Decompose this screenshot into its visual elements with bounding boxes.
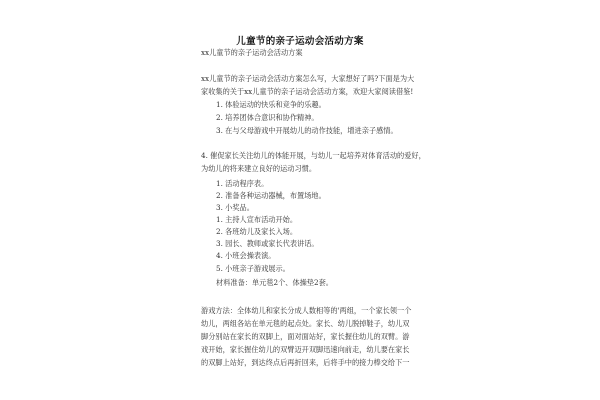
- intro-line-2: 家收集的关于xx儿童节的亲子运动会活动方案，欢迎大家阅读借鉴!: [201, 87, 414, 96]
- step-item-2: 2. 准备各种运动器械，布置场地。: [216, 191, 326, 200]
- paragraph-4-line-1: 4. 催促家长关注幼儿的体能开展，与幼儿一起培养对体育活动的爱好，: [201, 151, 426, 160]
- materials-line: 材料准备：单元毯2个、体操垫2套。: [216, 278, 333, 287]
- intro-line-1: xx儿童节的亲子运动会活动方案怎么写，大家想好了吗?下面是为大: [201, 74, 415, 83]
- goal-item-3: 3. 在与父母游戏中开展幼儿的动作技能，增进亲子感情。: [216, 126, 398, 135]
- goal-item-1: 1. 体验运动的快乐和竞争的乐趣。: [216, 100, 326, 109]
- game-line-4: 戏开始，家长握住幼儿的双臂迈开双脚迅速向前走，幼儿要在家长: [201, 345, 410, 354]
- game-line-1: 游戏方法：全体幼儿和家长分成人数相等的'两组，一个家长领一个: [201, 306, 412, 315]
- goal-item-2: 2. 培养团体合意识和协作精神。: [216, 113, 319, 122]
- step-item-7: 4. 小班会操表演。: [216, 251, 276, 260]
- game-line-3: 脚分别站在家长的双脚上，面对面站好，家长握住幼儿的双臂。游: [201, 332, 410, 341]
- step-item-3: 3. 小奖品。: [216, 203, 254, 212]
- step-item-5: 2. 各班幼儿及家长入场。: [216, 227, 298, 236]
- step-item-4: 1. 主持人宣布活动开始。: [216, 215, 298, 224]
- step-item-1: 1. 活动程序表。: [216, 179, 269, 188]
- game-line-2: 幼儿，两组各站在单元毯的起点处。家长、幼儿脱掉鞋子，幼儿双: [201, 319, 410, 328]
- step-item-8: 5. 小班亲子游戏展示。: [216, 264, 290, 273]
- step-item-6: 3. 园长、教师或家长代表讲话。: [216, 239, 319, 248]
- document-title: 儿童节的亲子运动会活动方案: [236, 36, 364, 47]
- game-line-5: 的双脚上站好，到达终点后再折回来，后将手中的接力棒交给下一: [201, 358, 410, 367]
- paragraph-4-line-2: 为幼儿的将来建立良好的运动习惯。: [201, 164, 317, 173]
- document-subtitle: xx儿童节的亲子运动会活动方案: [201, 48, 303, 57]
